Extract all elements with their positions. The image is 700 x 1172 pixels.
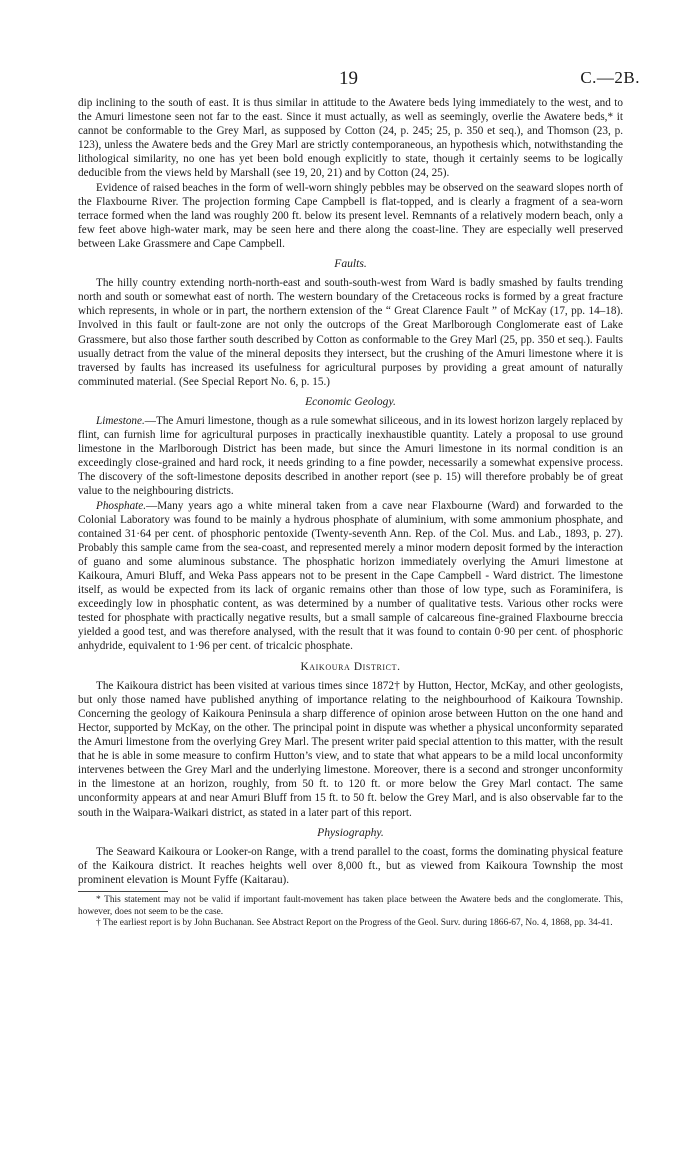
footnote-divider [78, 891, 168, 892]
section-heading-physiography: Physiography. [317, 825, 384, 839]
footnote: * This statement may not be valid if important fault-movement has taken place between the Awatere beds and the conglomerate. This, however, does not seem to be the case. [78, 894, 623, 917]
paragraph: dip inclining to the south of east. It is thus similar in attitude to the Awatere beds lying immediately to the west, and to the Amuri limestone seen not far to the east. Since it must actually, as well as seemingly, overlie the Awatere beds,* it cannot be conformable to the Grey Marl, as supposed by Cotton (24, p. 245; 25, p. 350 et seq.), and Thomson (23, p. 123), unless the Awatere beds and the Grey Marl are strictly contemporaneous, an hypothesis which, notwithstanding the lithological similarity, no one has yet been bold enough explicitly to state, though it certainly seems to be logically deducible from the views held by Marshall (see 19, 20, 21) and by Cotton (24, 25). [78, 97, 623, 180]
paragraph: The hilly country extending north-north-east and south-south-west from Ward is badly smashed by faults trending north and south or somewhat east of north. The western boundary of the Cretaceous rocks is formed by a great fracture which represents, in whole or in part, the northern extension of the “ Great Clarence Fault ” of McKay (17, pp. 14–18). Involved in this fault or fault-zone are not only the outcrops of the Great Marlborough Conglomerate east of Lake Grassmere, but also those farther south described by Cotton as conformable to the Grey Marl (25, pp. 350 et seq.). Faults usually detract from the value of the mineral deposits they intersect, but the crushing of the Amuri limestone where it is traversed by faults has increased its usefulness for agricultural purposes by providing a great amount of naturally comminuted material. (See Special Report No. 6, p. 15.) [78, 277, 623, 388]
paragraph: The Kaikoura district has been visited at various times since 1872† by Hutton, Hector, McKay, and other geologists, but only those named have published anything of importance relating to the neighbourhood of Kaikoura Township. Concerning the geology of Kaikoura Peninsula a sharp difference of opinion arose between Hutton on the one hand and Hector, supported by McKay, on the other. The principal point in dispute was whether a physical unconformity separated the Amuri limestone from the overlying Grey Marl. The present writer paid special attention to this matter, with the result that he is able in some measure to confirm Hutton’s view, and to state that what appears to be a mild local unconformity intervenes between the Grey Marl and the underlying limestone. Moreover, there is a second and stronger unconformity in the limestone at an horizon, roughly, from 50 ft. to 120 ft. or more below the Grey Marl contact. The same unconformity appears at and near Amuri Bluff from 15 ft. to 50 ft. below the Grey Marl, and is also observable far to the south in the Waipara-Waikari district, as stated in a later part of this report. [78, 679, 623, 819]
paragraph-text: —The Amuri limestone, though as a rule somewhat siliceous, and in its lowest horizon largely replaced by flint, can furnish lime for agricultural purposes in practically inexhaustible quantity. Lately a proposal to use ground limestone in the Marlborough District has been made, but since the Amuri limestone in its normal condition is an exceedingly close-grained and hard rock, it needs grinding to a fine powder, necessarily a somewhat expensive process. The discovery of the soft-limestone deposits described in another report (see p. 15) will therefore probably be of great value to the neighbouring districts. [78, 414, 623, 498]
footnotes [78, 895, 623, 930]
section-heading-faults: Faults. [334, 257, 367, 271]
paragraph: The Seaward Kaikoura or Looker-on Range, with a trend parallel to the coast, forms the dominating physical feature of the Kaikoura district. It reaches heights well over 8,000 ft., but as viewed from Kaikoura Township the most prominent elevation is Mount Fyffe (Kaitarau). [78, 845, 623, 886]
page-header [0, 68, 700, 92]
body-text [78, 96, 623, 930]
page-number: 19 [339, 68, 358, 89]
section-heading-economic-geology: Economic Geology. [305, 394, 396, 408]
paragraph-text: —Many years ago a white mineral taken from a cave near Flaxbourne (Ward) and forwarded to the Colonial Laboratory was found to be mainly a hydrous phosphate of aluminium, with some ammonium phosphate, and contained 31·64 per cent. of phosphoric pentoxide (Twenty-seventh Ann. Rep. of the Col. Mus. and Lab., 1893, p. 27). Probably this sample came from the sea-coast, and represented merely a minor modern deposit formed by the interaction of guano and some aluminous substance. The phosphatic horizon immediately overlying the Amuri limestone at Kaikoura, Amuri Bluff, and Weka Pass appears not to be present in the Cape Campbell - Ward district. The limestone itself, as would be expected from its lack of organic remains other than those of low type, such as Foraminifera, is exceedingly low in phosphatic content, as was determined by a number of qualitative tests. Various other rocks were tested for phosphate with practically negative results, but a small sample of calcareous fine-grained Flaxbourne breccia yielded a good test, and was therefore analysed, with the result that it was found to contain 0·90 per cent. of phosphoric anhydride, equivalent to 1·96 per cent. of tricalcic phosphate. [78, 499, 623, 653]
run-in-heading: Limestone. [96, 414, 145, 427]
paragraph: Evidence of raised beaches in the form of well-worn shingly pebbles may be observed on the seaward slopes north of the Flaxbourne River. The projection forming Cape Campbell is flat-topped, and is clearly a fragment of a sea-worn terrace formed when the land was roughly 200 ft. below its present level. Remnants of a relatively modern beach, only a few feet above high-water mark, may be seen here and there along the coast-line. They are especially well preserved between Lake Grassmere and Cape Campbell. [78, 181, 623, 250]
section-heading-kaikoura-district: Kaikoura District. [300, 660, 401, 673]
paragraph-limestone [78, 414, 623, 499]
paragraph-phosphate [78, 499, 623, 654]
run-in-heading: Phosphate. [96, 499, 147, 512]
footnote: † The earliest report is by John Buchanan. See Abstract Report on the Progress of the Geol. Surv. during 1866-67, No. 4, 1868, pp. 34-41. [96, 918, 613, 929]
paper-reference: C.—2B. [580, 68, 640, 87]
